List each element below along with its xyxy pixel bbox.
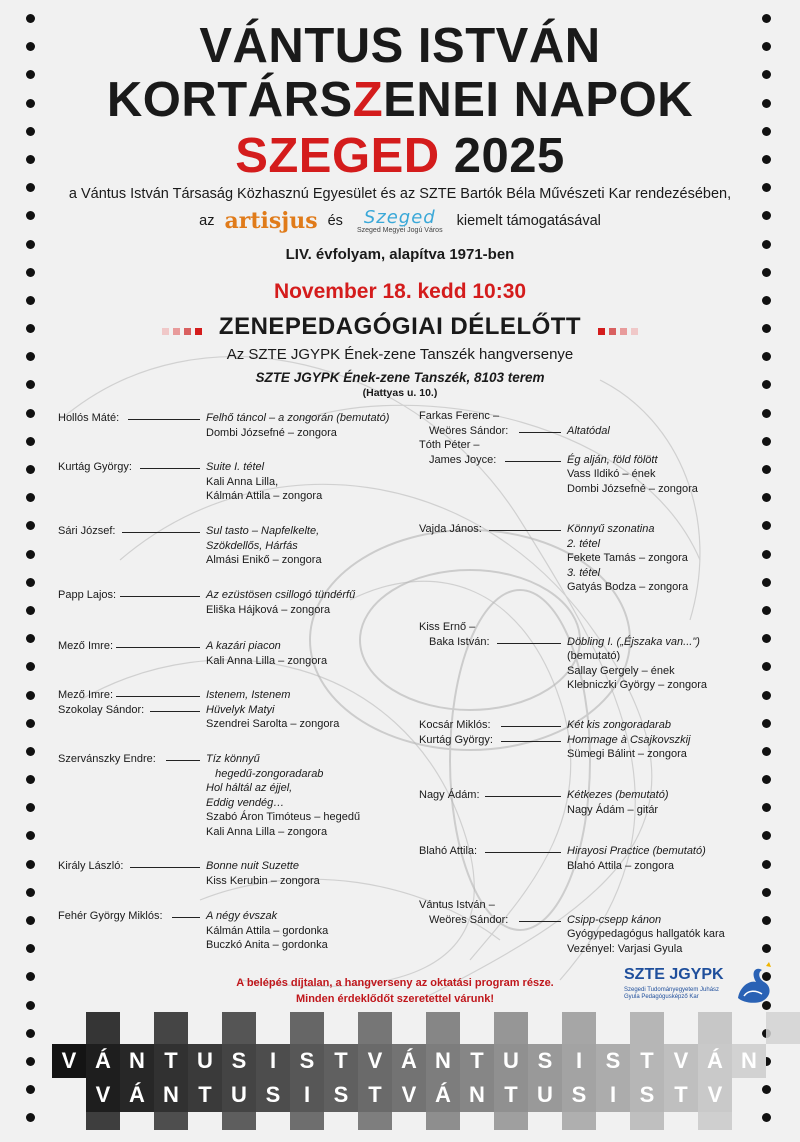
program-entry: Farkas Ferenc – Weöres Sándor: Altatódal Tóth Péter – James Joyce: Ég alján, föld fölött Vass Ildikó – ének Dombi Józsefné – zongora: [419, 410, 698, 495]
checker-square: [698, 1012, 732, 1044]
event-date: November 18. kedd 10:30: [273, 280, 527, 303]
program-entry: Kurtág György: Suite I. tétel Kali Anna Lilla, Kálmán Attila – zongora: [58, 461, 323, 502]
artisjus-logo: artisjus: [224, 208, 318, 234]
program-entry: Szervánszky Endre: Tíz könnyű hegedű-zongoradarab Hol háltál az éjjel, Eddig vendég… Szabó Áron Timóteus – hegedű Kali Anna Lilla – zongora: [58, 753, 361, 838]
organizers-text: a Vántus István Társaság Közhasznú Egyesület és az SZTE Bartók Béla Művészeti Kar rendezésében,: [68, 186, 732, 202]
program-entry: Vajda János: Könnyű szonatina 2. tétel Fekete Tamás – zongora 3. tétel Gatyás Bodza – zongora: [419, 523, 689, 593]
program-entry: Sári József: Sul tasto – Napfelkelte, Szökdellős, Hárfás Almási Enikő – zongora: [58, 525, 322, 566]
checker-square: [426, 1112, 460, 1130]
checker-square: [358, 1112, 392, 1130]
checker-square: [562, 1012, 596, 1044]
program-entry: Kiss Ernő – Baka István: Döbling I. („Éjszaka van...") (bemutató) Sallay Gergely – ének Klebniczki György – zongora: [419, 621, 708, 691]
swan-emblem-icon: [730, 960, 778, 1008]
left-perforation: [26, 14, 38, 1142]
checker-square: [290, 1112, 324, 1130]
admission-note: A belépés díjtalan, a hangverseny az oktatási program része. Minden érdeklődőt szeretettel várunk!: [236, 977, 554, 1005]
footer-banner-row-1: V Á N T U S I S T V Á N T U S I S T V Á N: [61, 1048, 757, 1073]
checker-square: [562, 1112, 596, 1130]
szte-jgypk-logo: SZTE JGYPK Szegedi Tudományegyetem Juhász Gyula Pedagógusképző Kar: [620, 960, 780, 1010]
program-entry: Kocsár Miklós: Két kis zongoradarab Kurtág György: Hommage à Csajkovszkij Sümegi Bálint – zongora: [419, 719, 691, 760]
checker-square: [426, 1012, 460, 1044]
decoration-squares-left: [160, 314, 204, 342]
program-entry: Papp Lajos: Az ezüstösen csillogó tündérfű Eliška Hájková – zongora: [58, 589, 356, 616]
address: (Hattyas u. 10.): [362, 387, 438, 399]
checker-square: [86, 1112, 120, 1130]
checker-square: [494, 1112, 528, 1130]
checker-square: [222, 1012, 256, 1044]
checker-square: [630, 1112, 664, 1130]
checker-square: [154, 1112, 188, 1130]
checker-square: [154, 1012, 188, 1044]
section-heading: ZENEPEDAGÓGIAI DÉLELŐTT: [0, 313, 800, 342]
title-line-3: SZEGED 2025: [235, 129, 565, 183]
checker-square: [290, 1012, 324, 1044]
checker-square: [86, 1012, 120, 1044]
footer-banner-row-2: V Á N T U S I S T V Á N T U S I S T V: [95, 1082, 723, 1107]
program-entry: Blahó Attila: Hirayosi Practice (bemutató) Blahó Attila – zongora: [419, 845, 706, 872]
concert-subtitle: Az SZTE JGYPK Ének-zene Tanszék hangversenye: [226, 346, 574, 363]
program-entry: Nagy Ádám: Kétkezes (bemutató) Nagy Ádám – gitár: [419, 789, 669, 816]
program-entry: Hollós Máté: Felhő táncol – a zongorán (bemutató) Dombi Józsefné – zongora: [58, 412, 390, 439]
program-entry: Király László: Bonne nuit Suzette Kiss Kerubin – zongora: [58, 860, 320, 887]
volume-text: LIV. évfolyam, alapítva 1971-ben: [285, 246, 515, 263]
checker-square: [766, 1012, 800, 1044]
checker-square: [494, 1012, 528, 1044]
title-line-1: VÁNTUS ISTVÁN: [199, 19, 601, 73]
program-entry: Mező Imre: Istenem, Istenem Szokolay Sándor: Hüvelyk Matyi Szendrei Sarolta – zongora: [58, 689, 340, 730]
decoration-squares-right: [596, 314, 640, 342]
checker-square: [630, 1012, 664, 1044]
szeged-logo: Szeged Szeged Megyei Jogú Város: [356, 206, 443, 234]
program-entry: Mező Imre: A kazári piacon Kali Anna Lilla – zongora: [58, 640, 328, 667]
checker-square: [222, 1112, 256, 1130]
title-line-2: KORTÁRSZENEI NAPOK: [106, 73, 694, 127]
checker-square: [698, 1112, 732, 1130]
program-entry: Fehér György Miklós: A négy évszak Kálmán Attila – gordonka Buczkó Anita – gordonka: [58, 910, 329, 951]
venue: SZTE JGYPK Ének-zene Tanszék, 8103 terem: [255, 370, 545, 385]
checker-square: [358, 1012, 392, 1044]
program-entry: Vántus István – Weöres Sándor: Csipp-csepp kánon Gyógypedagógus hallgatók kara Vezényel: Varjasi Gyula: [419, 899, 725, 955]
sponsors-line: az artisjus és Szeged Szeged Megyei Jogú Város kiemelt támogatásával: [199, 206, 601, 234]
